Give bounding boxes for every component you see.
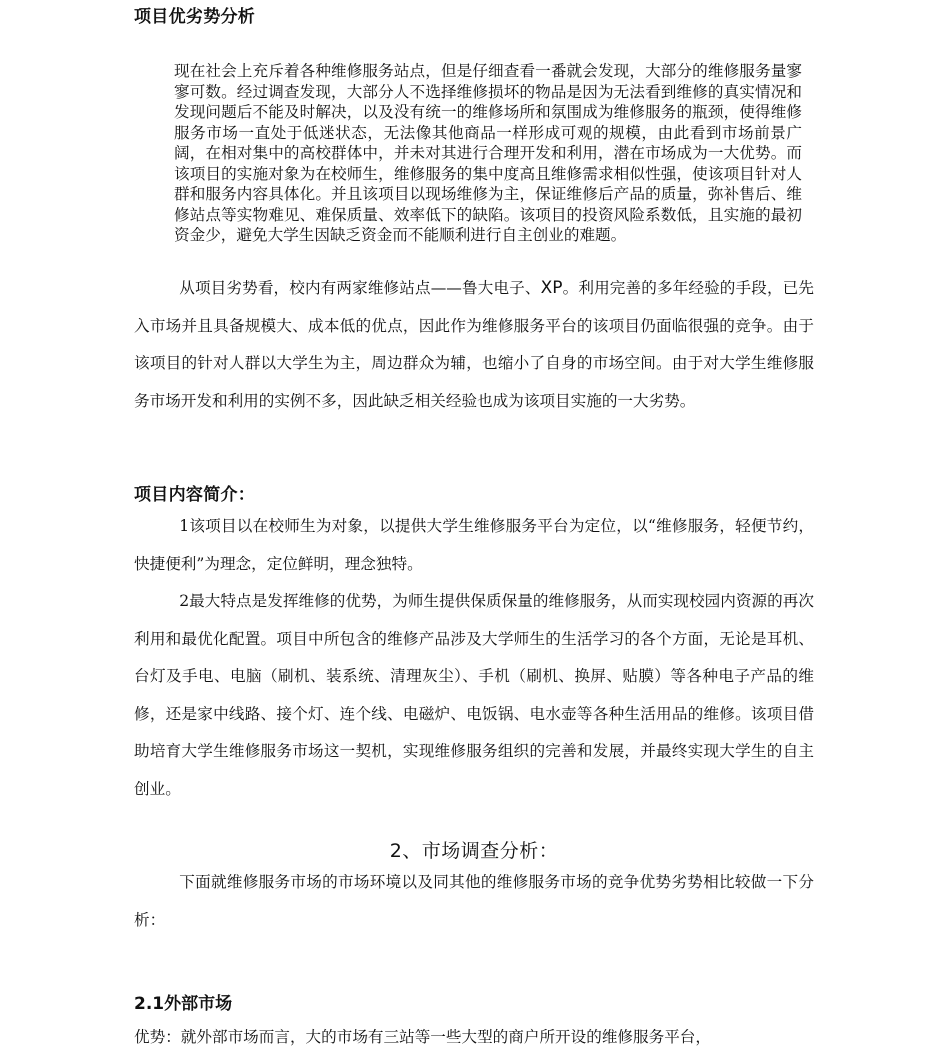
external-advantage-paragraph: 优势：就外部市场而言，大的市场有三站等一些大型的商户所开设的维修服务平台， (134, 1028, 711, 1046)
content-item-2: 2最大特点是发挥维修的优势，为师生提供保质保量的维修服务，从而实现校园内资源的再次利用和最优化配置。项目中所包含的维修产品涉及大学师生的生活学习的各个方面，无论是耳机、台灯及手电、电脑（刷机、装系统、清理灰尘）、手机（刷机、换屏、贴膜）等各种电子产品的维修，还是家中线路、接个灯、连个线、电磁炉、电饭锅、电水壶等各种生活用品的维修。该项目借助培育大学生维修服务市场这一契机，实现维修服务组织的完善和发展，并最终实现大学生的自主创业。 (134, 592, 814, 798)
section-heading-market-analysis: 2、市场调查分析： (389, 839, 559, 862)
weakness-latin-term: XP (540, 278, 563, 298)
advantage-paragraph: 现在社会上充斥着各种维修服务站点，但是仔细查看一番就会发现，大部分的维修服务量寥寥可数。经过调查发现，大部分人不选择维修损坏的物品是因为无法看到维修的真实情况和发现问题后不能及时解决，以及没有统一的维修场所和氛围成为维修服务的瓶颈，使得维修服务市场一直处于低迷状态，无法像其他商品一样形成可观的规模，由此看到市场前景广阔，在相对集中的高校群体中，并未对其进行合理开发和利用，潜在市场成为一大优势。而该项目的实施对象为在校师生，维修服务的集中度高且维修需求相似性强，使该项目针对人群和服务内容具体化。并且该项目以现场维修为主，保证维修后产品的质量，弥补售后、维修站点等实物难见、难保质量、效率低下的缺陷。该项目的投资风险系数低，且实施的最初资金少，避免大学生因缺乏资金而不能顺利进行自主创业的难题。 (174, 62, 802, 244)
weakness-text-before: 从项目劣势看，校内有两家维修站点——鲁大电子、 (179, 279, 541, 297)
content-item-1: 1该项目以在校师生为对象，以提供大学生维修服务平台为定位，以“维修服务，轻便节约，快捷便利”为理念，定位鲜明，理念独特。 (134, 517, 814, 573)
weakness-paragraph (134, 270, 814, 420)
weakness-text-after: 。利用完善的多年经验的手段，已先入市场并且具备规模大、成本低的优点，因此作为维修服务平台的该项目仍面临很强的竞争。由于该项目的针对人群以大学生为主，周边群众为辅，也缩小了自身的市场空间。由于对大学生维修服务市场开发和利用的实例不多，因此缺乏相关经验也成为该项目实施的一大劣势。 (134, 279, 814, 410)
market-intro-paragraph: 下面就维修服务市场的市场环境以及同其他的维修服务市场的竞争优势劣势相比较做一下分析： (134, 873, 814, 929)
subsection-heading-external-market: 2.1外部市场 (134, 994, 233, 1014)
section-heading-content: 项目内容简介： (134, 485, 256, 505)
section-heading-advantages: 项目优劣势分析 (134, 7, 256, 27)
